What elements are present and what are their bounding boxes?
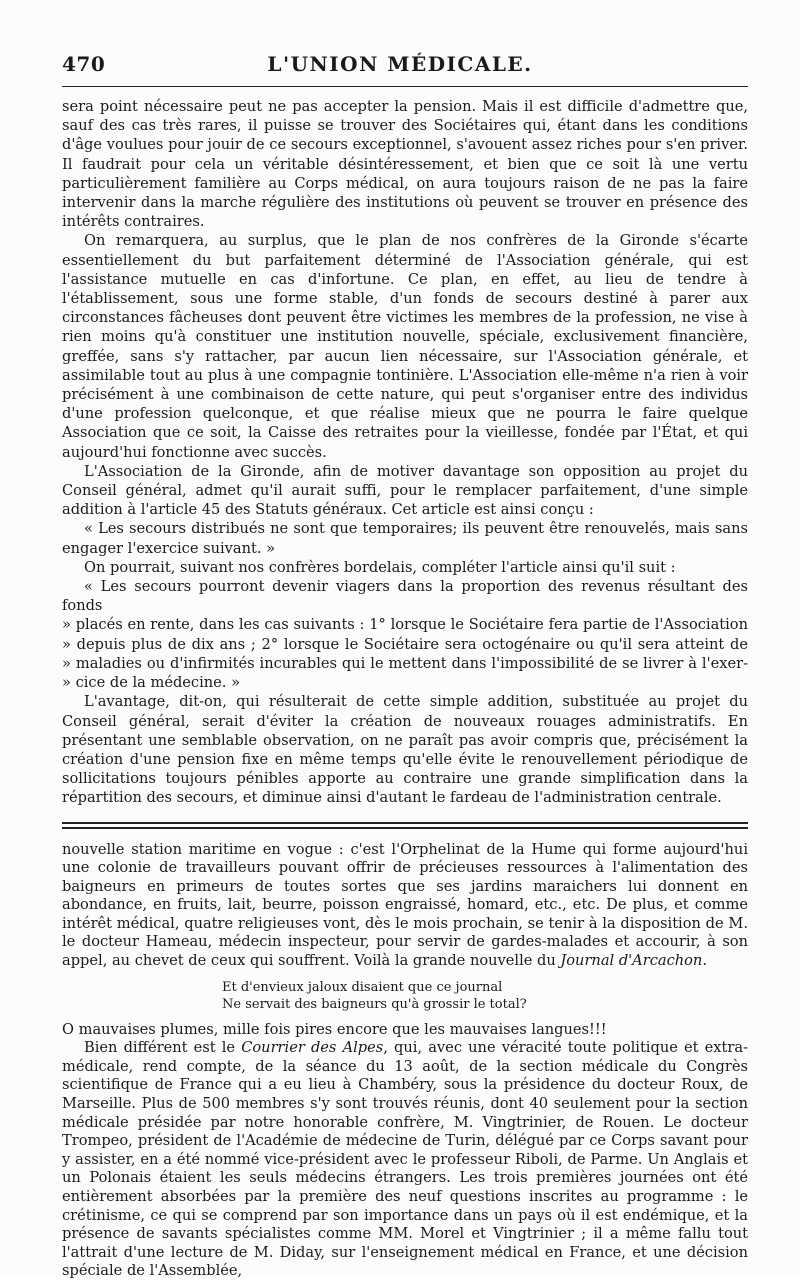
running-title: L'UNION MÉDICALE.: [267, 52, 533, 76]
quote-line: » placés en rente, dans les cas suivants : 1° lorsque le Sociétaire fera partie de l'Association: [62, 616, 748, 634]
proposed-amendment-quote: [62, 577, 748, 692]
quote-line: » depuis plus de dix ans ; 2° lorsque le Sociétaire sera octogénaire ou qu'il sera atteint de: [62, 635, 748, 653]
text-run: , qui, avec une véracité toute politique et extra-médicale, rend compte, de la séance du 13 août, de la section médicale du Congrès scientifique de France qui a eu lieu à Chambéry, sous la présidence du docteur Roux, de Marseille. Plus de 500 membres s'y sont trouvés réunis, dont 40 seulement pour la section médicale présidée par notre honorable confrère, M. Vingtrinier, de Rouen. Le docteur Trompeo, président de l'Académie de médecine de Turin, délégué par ce Corps savant pour y assister, en a été nommé vice-président avec le professeur Riboli, de Parme. Un Anglais et un Polonais étaient les seuls médecins étrangers. Les trois premières journées ont été entièrement absorbées par la première des neuf questions inscrites au programme : le crétinisme, ce qui se comprend par son importance dans un pays où il est endémique, et la présence de savants spécialistes comme MM. Morel et Vingtrinier ; il a même fallu tout l'attrait d'une lecture de M. Diday, sur l'enseignement médical en France, et une décision spéciale de l'Assemblée,: [62, 1039, 748, 1280]
journal-title: Courrier des Alpes: [241, 1039, 384, 1057]
text-run: nouvelle station maritime en vogue : c'est l'Orphelinat de la Hume qui forme aujourd'hui une colonie de travailleurs pouvant offrir de précieuses ressources à l'alimentation des baigneurs en primeurs de toutes sortes que ses jardins maraichers lui donnent en abondance, en fruits, lait, beurre, poisson engraissé, homard, etc., etc. De plus, et comme intérêt médical, quatre religieuses vont, dès le mois prochain, se tenir à la disposition de M. le docteur Hameau, médecin inspecteur, pour servir de gardes-malades et accourir, à son appel, au chevet de ceux qui souffrent. Voilà la grande nouvelle du: [62, 840, 748, 970]
paragraph: L'avantage, dit-on, qui résulterait de cette simple addition, substituée au projet du Conseil général, serait d'éviter la création de nouveaux rouages administratifs. En présentant une semblable observation, on ne paraît pas avoir compris que, précisément la création d'une pension fixe en même temps qu'elle évite le renouvellement périodique de sollicitations toujours pénibles apporte au contraire une grande simplification dans la répartition des secours, et diminue ainsi d'autant le fardeau de l'administration centrale.: [62, 693, 748, 807]
verse-line: Ne servait des baigneurs qu'à grossir le total?: [222, 996, 527, 1012]
header-rule: [62, 86, 748, 87]
statute-quote: « Les secours distribués ne sont que temporaires; ils peuvent être renouvelés, mais sans engager l'exercice suivant. »: [62, 520, 748, 557]
verse-quote: [222, 979, 748, 1013]
journal-title: Journal d'Arcachon: [560, 952, 703, 970]
paragraph: [62, 1039, 748, 1281]
top-article-section: [62, 97, 748, 808]
paragraph: On pourrait, suivant nos confrères bordelais, compléter l'article ainsi qu'il suit :: [84, 558, 676, 576]
feuilleton-section: [62, 841, 748, 1281]
text-run: .: [702, 952, 707, 970]
quote-line: » maladies ou d'infirmités incurables qui le mettent dans l'impossibilité de se livrer à l'exer-: [62, 654, 748, 672]
paragraph: [62, 841, 748, 971]
paragraph: On remarquera, au surplus, que le plan de nos confrères de la Gironde s'écarte essentiellement du but parfaitement déterminé de l'Association générale, qui est l'assistance mutuelle en cas d'infortune. Ce plan, en effet, au lieu de tendre à l'établissement, sous une forme stable, d'un fonds de secours destiné à parer aux circonstances fâcheuses dont peuvent être victimes les membres de la profession, ne vise à rien moins qu'à constituer une institution nouvelle, spéciale, exclusivement financière, greffée, sans s'y rattacher, par aucun lien nécessaire, sur l'Association générale, et assimilable tout au plus à une compagnie tontinière. L'Association elle-même n'a rien à voir précisément à une combinaison de cette nature, qui peut s'organiser entre des individus d'une profession quelconque, et que réalise mieux que ne pourra le faire quelque Association que ce soit, la Caisse des retraites pour la vieillesse, fondée par l'État, et qui aujourd'hui fonctionne avec succès.: [62, 232, 748, 461]
quote-line: « Les secours pourront devenir viagers dans la proportion des revenus résultant des fonds: [62, 578, 748, 615]
text-run: Bien différent est le: [84, 1039, 242, 1057]
paragraph: L'Association de la Gironde, afin de motiver davantage son opposition au projet du Conseil général, admet qu'il aurait suffi, pour le remplacer parfaitement, d'une simple addition à l'article 45 des Statuts généraux. Cet article est ainsi conçu :: [62, 462, 748, 519]
paragraph: sera point nécessaire peut ne pas accepter la pension. Mais il est difficile d'admettre que, sauf des cas très rares, il puisse se trouver des Sociétaires qui, étant dans les conditions d'âge voulues pour jouir de ce secours exceptionnel, s'avouent assez riches pour s'en priver. Il faudrait pour cela un véritable désintéressement, et bien que ce soit là une vertu particulièrement familière au Corps médical, on aura toujours raison de ne pas la faire intervenir dans la marche régulière des institutions où peuvent se trouver en présence des intérêts contraires.: [62, 98, 748, 231]
section-separator-rule: [62, 822, 748, 829]
page-number: 470: [62, 52, 106, 76]
quote-line: » cice de la médecine. »: [62, 674, 241, 692]
paragraph: O mauvaises plumes, mille fois pires encore que les mauvaises langues!!!: [62, 1020, 607, 1038]
verse-line: Et d'envieux jaloux disaient que ce journal: [222, 979, 503, 995]
